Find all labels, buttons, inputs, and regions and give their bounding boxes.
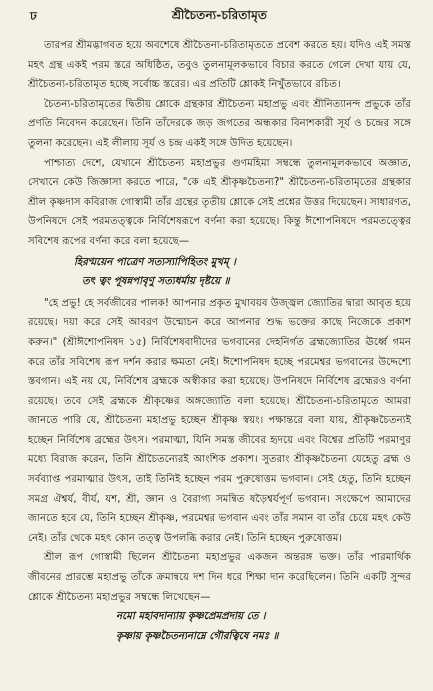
page-header: [28, 6, 411, 28]
verse-1-line-2: তৎ ত্বং পূষন্নপাবৃণু সত্যধর্মায় দৃষ্টয়ে ॥: [82, 276, 230, 288]
paragraph-3: পাশ্চাত্য দেশে, যেখানে শ্রীচৈতন্য মহাপ্রভুর গুণমহিমা সম্বন্ধে তুলনামূলকভাবে অজ্ঞাত, সেখানে কেউ জিজ্ঞাসা করতে পারে, "কে এই শ্রীকৃষ্ণচৈতন্য?" শ্রীচৈতন্য-চরিতামৃতের গ্রন্থকার শ্রীল কৃষ্ণদাস কবিরাজ গোস্বামী তাঁর গ্রন্থের তৃতীয় শ্লোকে সেই প্রশ্নের উত্তর দিয়েছেন। সাধারণত, উপনিষদে সেই পরমতত্ত্বকে নির্বিশেষরূপে বর্ণনা করা হয়েছে। কিন্তু ঈশোপনিষদে পরমতত্ত্বের সবিশেষ রূপের বর্ণনা করে বলা হয়েছে—: [28, 157, 411, 247]
page-body: [28, 36, 411, 646]
verse-2-line-1: নমো মহাবদান্যায় কৃষ্ণপ্রেমপ্রদায় তে ।: [116, 611, 266, 623]
running-title: শ্রীচৈতন্য-চরিতামৃত: [171, 8, 268, 22]
page-number: ঢ: [30, 9, 37, 23]
paragraph-1: তারপর শ্রীমদ্ভাগবত হয়ে অবশেষে শ্রীচৈতন্য-চরিতামৃততে প্রবেশ করতে হয়। যদিও এই সমস্ত মহৎ গ্রন্থ একই পরম স্তরে অধিষ্ঠিত, তবুও তুলনামূলকভাবে বিচার করতে গেলে দেখা যায় যে, শ্রীচৈতন্য-চরিতামৃত হচ্ছে সর্বোচ্চ স্তরের। এর প্রতিটি শ্লোকই নিখুঁতভাবে রচিত।: [28, 40, 411, 91]
paragraph-2: চৈতন্য-চরিতামৃতের দ্বিতীয় শ্লোকে গ্রন্থকার শ্রীচৈতন্য মহাপ্রভু এবং শ্রীনিত্যানন্দ প্রভুকে তাঁর প্রণতি নিবেদন করেছেন। তিনি তাঁদেরকে জড় জগতের অন্ধকার বিনাশকারী সূর্য ও চন্দ্রের সঙ্গে তুলনা করেছেন। এই লীলায় সূর্য ও চন্দ্র একই সঙ্গে উদিত হয়েছেন।: [28, 98, 411, 149]
paragraph-5: শ্রীল রূপ গোস্বামী ছিলেন শ্রীচৈতন্য মহাপ্রভুর একজন অন্তরঙ্গ ভক্ত। তাঁর পারমার্থিক জীবনের প্রারম্ভে মহাপ্রভু তাঁকে ক্রমান্বয়ে দশ দিন ধরে শিক্ষা দান করেছিলেন। তিনি একটি সুন্দর শ্লোকে শ্রীচৈতন্য মহাপ্রভুর সম্বন্ধে লিখেছেন—: [28, 552, 411, 603]
sanskrit-verse-2: [28, 607, 411, 646]
verse-2-line-2: কৃষ্ণায় কৃষ্ণচৈতন্যনাম্নে গৌরত্বিষে নমঃ ॥: [116, 630, 279, 642]
verse-1-line-1: হিরণ্ময়েন পাত্রেণ সত্যস্যাপিহিতং মুখম্ ।: [74, 256, 236, 268]
paragraph-4: "হে প্রভু! হে সর্বজীবের পালক! আপনার প্রকৃত মুখাবয়ব উজ্জ্বল জ্যোতির দ্বারা আবৃত হয়ে রয়েছে। দয়া করে সেই আবরণ উন্মোচন করে আপনার শুদ্ধ ভক্তের কাছে নিজেকে প্রকাশ করুন।" (শ্রীঈশোপনিষদ ১৫) নির্বিশেষবাদীদের ভগবানের দেহনির্গত ব্রহ্মজ্যোতির ঊর্ধ্বে গমন করে তাঁর সবিশেষ রূপ দর্শন করার ক্ষমতা নেই। ঈশোপনিষদ হচ্ছে পরমেশ্বর ভগবানের উদ্দেশ্যে স্তবগান। এই নয় যে, নির্বিশেষ ব্রহ্মকে অস্বীকার করা হয়েছে। উপনিষদে নির্বিশেষ ব্রহ্মেরও বর্ণনা রয়েছে। তবে সেই ব্রহ্মকে শ্রীকৃষ্ণের অঙ্গজ্যোতি বলা হয়েছে। শ্রীচৈতন্য-চরিতামৃতে আমরা জানতে পারি যে, শ্রীচৈতন্য মহাপ্রভু হচ্ছেন শ্রীকৃষ্ণ স্বয়ং। পক্ষান্তরে বলা যায়, শ্রীকৃষ্ণচৈতন্যই হচ্ছেন নির্বিশেষ ব্রহ্মের উৎস। পরমাত্মা, যিনি সমস্ত জীবের হৃদয়ে এবং বিশ্বের প্রতিটি পরমাণুর মধ্যে বিরাজ করেন, তিনি শ্রীচৈতন্যেরই আংশিক প্রকাশ। সুতরাং শ্রীকৃষ্ণচৈতন্য যেহেতু ব্রহ্ম ও সর্বব্যাপ্ত পরমাত্মার উৎস, তাই তিনিই হচ্ছেন পরম পুরুষোত্তম ভগবান। সেই হেতু, তিনি হচ্ছেন সমগ্র ঐশ্বর্য, বীর্য, যশ, শ্রী, জ্ঞান ও বৈরাগ্য সমন্বিত ষড়ৈশ্বর্যপূর্ণ ভগবান। সংক্ষেপে আমাদের জানতে হবে যে, তিনি হচ্ছেন শ্রীকৃষ্ণ, পরমেশ্বর ভগবান এবং তাঁর সমান বা তাঁর চেয়ে মহৎ কেউ নেই। তাঁর থেকে মহৎ কোন তত্ত্ব উপলব্ধি করার নেই। তিনি হচ্ছেন পুরুষোত্তম।: [28, 297, 411, 544]
sanskrit-verse-1: [28, 253, 411, 292]
